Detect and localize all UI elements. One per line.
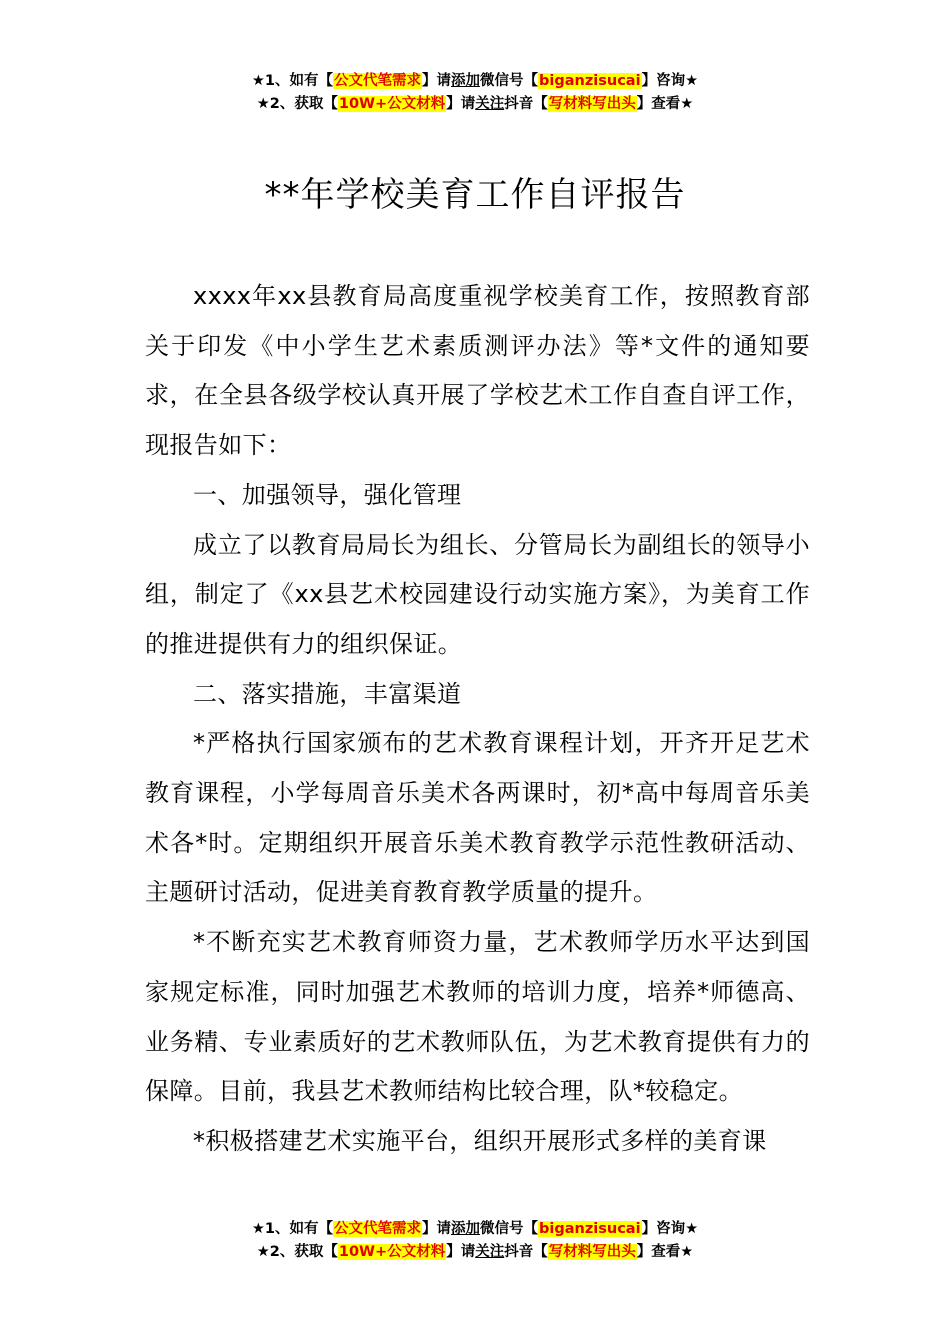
banner-highlight: 公文代笔需求 [334,1221,422,1237]
paragraph: *严格执行国家颁布的艺术教育课程计划，开齐开足艺术教育课程，小学每周音乐美术各两课时，初*高中每周音乐美术各*时。定期组织开展音乐美术教育教学示范性教研活动、主题研讨活动，促进美育教育教学质量的提升。 [145,729,810,907]
banner-line-1: ★1、如有【公文代笔需求】请添加微信号【biganzisucai】咨询★ [251,73,699,89]
banner-douyin-account: 写材料写出头 [548,1244,636,1260]
document-body [145,272,810,1167]
paragraph: *积极搭建艺术实施平台，组织开展形式多样的美育课 [193,1126,767,1155]
banner-highlight: 10W+公文材料 [338,1244,446,1260]
header-banner [0,70,950,116]
banner-highlight: 公文代笔需求 [334,73,422,89]
banner-highlight: 10W+公文材料 [338,96,446,112]
paragraph: *不断充实艺术教育师资力量，艺术教师学历水平达到国家规定标准，同时加强艺术教师的培训力度，培养*师德高、业务精、专业素质好的艺术教师队伍，为艺术教育提供有力的保障。目前，我县艺术教师结构比较合理，队*较稳定。 [145,928,810,1106]
footer-banner [0,1218,950,1264]
section-heading-1: 一、加强领导，强化管理 [193,480,462,509]
banner-line-2: ★2、获取【10W+公文材料】请关注抖音【写材料写出头】查看★ [256,96,694,112]
section-heading-2: 二、落实措施，丰富渠道 [193,679,462,708]
banner-douyin-account: 写材料写出头 [548,96,636,112]
document-title: **年学校美育工作自评报告 [264,175,686,215]
banner-line-2: ★2、获取【10W+公文材料】请关注抖音【写材料写出头】查看★ [256,1244,694,1260]
banner-wechat-id: biganzisucai [539,73,641,89]
banner-line-1: ★1、如有【公文代笔需求】请添加微信号【biganzisucai】咨询★ [251,1221,699,1237]
banner-wechat-id: biganzisucai [539,1221,641,1237]
paragraph: 成立了以教育局局长为组长、分管局长为副组长的领导小组，制定了《xx县艺术校园建设行动实施方案》，为美育工作的推进提供有力的组织保证。 [145,530,810,658]
paragraph-intro: xxxx年xx县教育局高度重视学校美育工作，按照教育部关于印发《中小学生艺术素质测评办法》等*文件的通知要求，在全县各级学校认真开展了学校艺术工作自查自评工作，现报告如下： [145,282,810,460]
